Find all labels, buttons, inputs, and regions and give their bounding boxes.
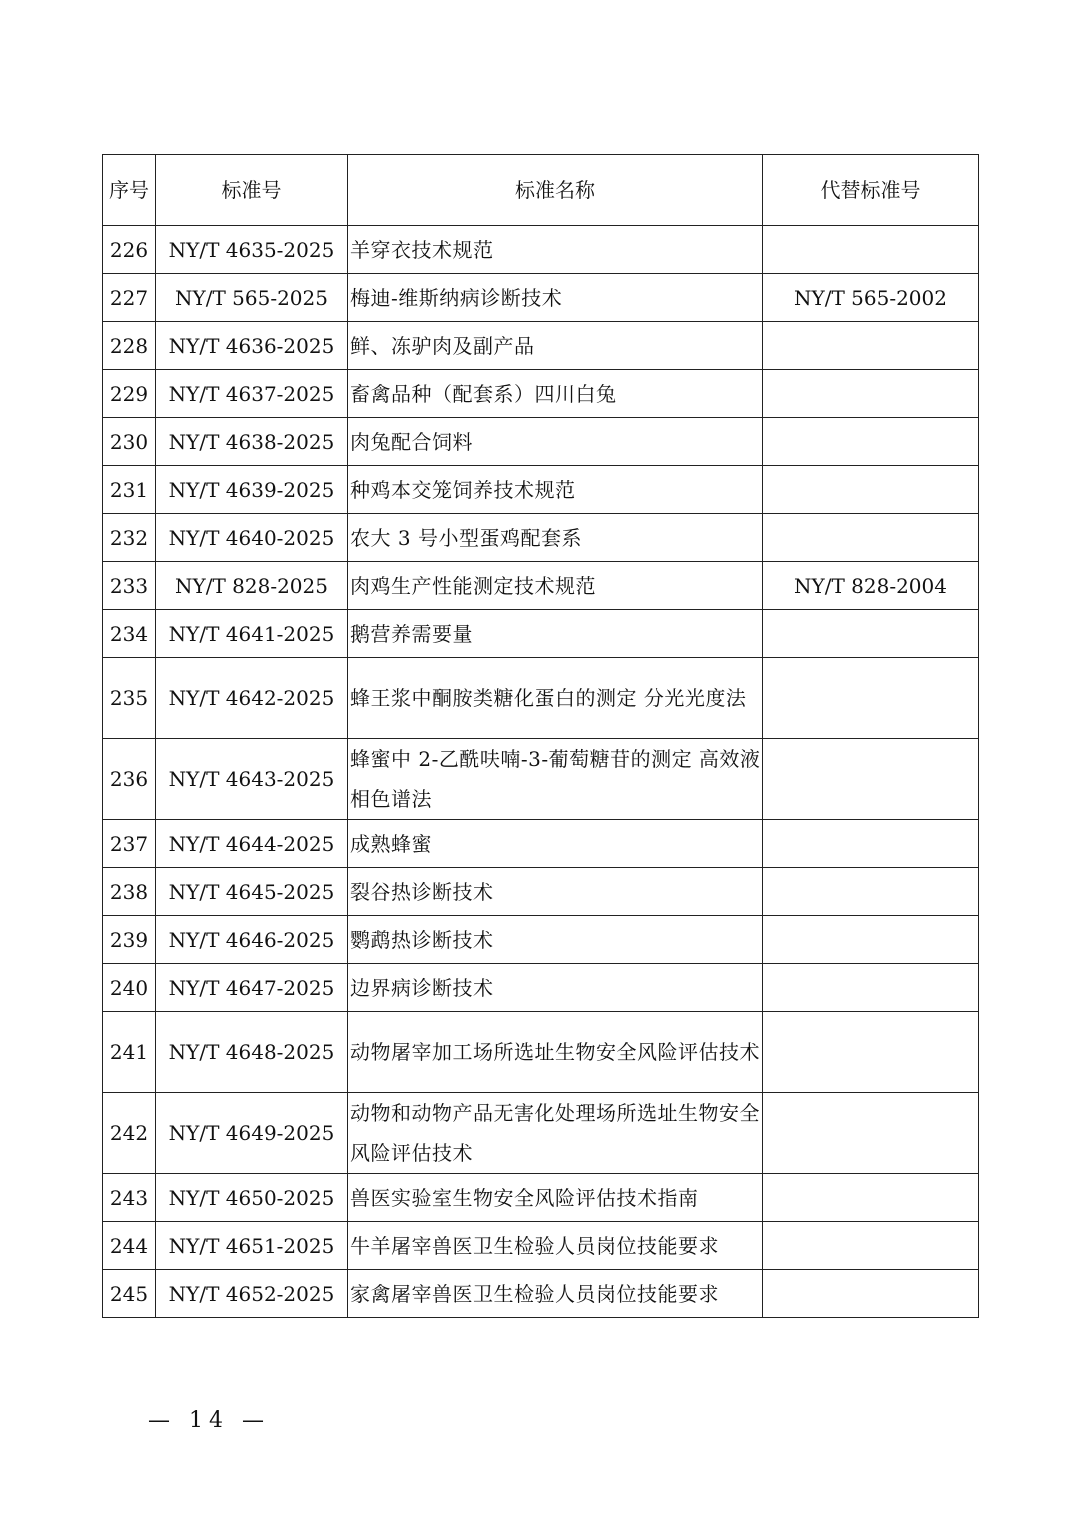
cell-code: NY/T 4652-2025 bbox=[156, 1270, 348, 1318]
header-replace: 代替标准号 bbox=[763, 155, 979, 226]
cell-replace bbox=[763, 964, 979, 1012]
cell-name: 家禽屠宰兽医卫生检验人员岗位技能要求 bbox=[348, 1270, 763, 1318]
cell-replace bbox=[763, 610, 979, 658]
cell-no: 241 bbox=[103, 1012, 156, 1093]
cell-no: 234 bbox=[103, 610, 156, 658]
table-row bbox=[103, 658, 979, 739]
cell-name: 蜂蜜中 2-乙酰呋喃-3-葡萄糖苷的测定 高效液相色谱法 bbox=[348, 739, 763, 820]
cell-name: 种鸡本交笼饲养技术规范 bbox=[348, 466, 763, 514]
cell-replace bbox=[763, 916, 979, 964]
table-row bbox=[103, 466, 979, 514]
table-row bbox=[103, 739, 979, 820]
table-row bbox=[103, 1270, 979, 1318]
table-row bbox=[103, 274, 979, 322]
cell-name: 肉兔配合饲料 bbox=[348, 418, 763, 466]
header-code: 标准号 bbox=[156, 155, 348, 226]
cell-name: 畜禽品种（配套系）四川白兔 bbox=[348, 370, 763, 418]
cell-name: 边界病诊断技术 bbox=[348, 964, 763, 1012]
cell-replace bbox=[763, 1270, 979, 1318]
table-row bbox=[103, 1174, 979, 1222]
cell-no: 238 bbox=[103, 868, 156, 916]
cell-code: NY/T 4649-2025 bbox=[156, 1093, 348, 1174]
cell-replace bbox=[763, 1012, 979, 1093]
cell-no: 232 bbox=[103, 514, 156, 562]
cell-code: NY/T 4639-2025 bbox=[156, 466, 348, 514]
cell-no: 242 bbox=[103, 1093, 156, 1174]
table-row bbox=[103, 322, 979, 370]
cell-no: 243 bbox=[103, 1174, 156, 1222]
cell-no: 226 bbox=[103, 226, 156, 274]
cell-name: 鹦鹉热诊断技术 bbox=[348, 916, 763, 964]
table-row bbox=[103, 964, 979, 1012]
cell-name: 鲜、冻驴肉及副产品 bbox=[348, 322, 763, 370]
cell-replace bbox=[763, 418, 979, 466]
cell-code: NY/T 4642-2025 bbox=[156, 658, 348, 739]
cell-name: 农大 3 号小型蛋鸡配套系 bbox=[348, 514, 763, 562]
table-row bbox=[103, 562, 979, 610]
table-row bbox=[103, 610, 979, 658]
cell-name: 动物和动物产品无害化处理场所选址生物安全风险评估技术 bbox=[348, 1093, 763, 1174]
table-row bbox=[103, 1012, 979, 1093]
table-row bbox=[103, 916, 979, 964]
cell-name: 兽医实验室生物安全风险评估技术指南 bbox=[348, 1174, 763, 1222]
cell-name: 裂谷热诊断技术 bbox=[348, 868, 763, 916]
cell-code: NY/T 4643-2025 bbox=[156, 739, 348, 820]
cell-code: NY/T 4651-2025 bbox=[156, 1222, 348, 1270]
cell-no: 237 bbox=[103, 820, 156, 868]
cell-code: NY/T 4648-2025 bbox=[156, 1012, 348, 1093]
cell-replace bbox=[763, 1093, 979, 1174]
cell-no: 230 bbox=[103, 418, 156, 466]
cell-replace: NY/T 565-2002 bbox=[763, 274, 979, 322]
cell-replace bbox=[763, 370, 979, 418]
table-row bbox=[103, 514, 979, 562]
cell-replace bbox=[763, 739, 979, 820]
table-row bbox=[103, 1222, 979, 1270]
cell-replace bbox=[763, 1222, 979, 1270]
cell-code: NY/T 565-2025 bbox=[156, 274, 348, 322]
cell-code: NY/T 4644-2025 bbox=[156, 820, 348, 868]
cell-replace: NY/T 828-2004 bbox=[763, 562, 979, 610]
cell-no: 228 bbox=[103, 322, 156, 370]
cell-no: 229 bbox=[103, 370, 156, 418]
cell-code: NY/T 4638-2025 bbox=[156, 418, 348, 466]
cell-code: NY/T 828-2025 bbox=[156, 562, 348, 610]
cell-no: 236 bbox=[103, 739, 156, 820]
cell-code: NY/T 4636-2025 bbox=[156, 322, 348, 370]
cell-replace bbox=[763, 466, 979, 514]
cell-replace bbox=[763, 1174, 979, 1222]
header-no: 序号 bbox=[103, 155, 156, 226]
table-row bbox=[103, 1093, 979, 1174]
cell-replace bbox=[763, 322, 979, 370]
cell-no: 233 bbox=[103, 562, 156, 610]
table-row bbox=[103, 820, 979, 868]
cell-replace bbox=[763, 820, 979, 868]
standards-table bbox=[102, 154, 979, 1318]
page-number: — 14 — bbox=[148, 1408, 270, 1433]
cell-no: 245 bbox=[103, 1270, 156, 1318]
header-name: 标准名称 bbox=[348, 155, 763, 226]
cell-name: 肉鸡生产性能测定技术规范 bbox=[348, 562, 763, 610]
cell-no: 240 bbox=[103, 964, 156, 1012]
cell-replace bbox=[763, 658, 979, 739]
cell-no: 227 bbox=[103, 274, 156, 322]
table-row bbox=[103, 418, 979, 466]
cell-name: 蜂王浆中酮胺类糖化蛋白的测定 分光光度法 bbox=[348, 658, 763, 739]
cell-replace bbox=[763, 514, 979, 562]
cell-replace bbox=[763, 868, 979, 916]
cell-code: NY/T 4640-2025 bbox=[156, 514, 348, 562]
cell-no: 239 bbox=[103, 916, 156, 964]
cell-name: 鹅营养需要量 bbox=[348, 610, 763, 658]
cell-no: 235 bbox=[103, 658, 156, 739]
cell-code: NY/T 4635-2025 bbox=[156, 226, 348, 274]
cell-name: 羊穿衣技术规范 bbox=[348, 226, 763, 274]
table-row bbox=[103, 370, 979, 418]
cell-code: NY/T 4650-2025 bbox=[156, 1174, 348, 1222]
cell-code: NY/T 4637-2025 bbox=[156, 370, 348, 418]
cell-name: 梅迪-维斯纳病诊断技术 bbox=[348, 274, 763, 322]
table-header-row bbox=[103, 155, 979, 226]
cell-code: NY/T 4647-2025 bbox=[156, 964, 348, 1012]
cell-code: NY/T 4641-2025 bbox=[156, 610, 348, 658]
cell-replace bbox=[763, 226, 979, 274]
cell-name: 动物屠宰加工场所选址生物安全风险评估技术 bbox=[348, 1012, 763, 1093]
cell-no: 244 bbox=[103, 1222, 156, 1270]
cell-name: 牛羊屠宰兽医卫生检验人员岗位技能要求 bbox=[348, 1222, 763, 1270]
table-row bbox=[103, 226, 979, 274]
table-row bbox=[103, 868, 979, 916]
cell-code: NY/T 4646-2025 bbox=[156, 916, 348, 964]
cell-no: 231 bbox=[103, 466, 156, 514]
cell-code: NY/T 4645-2025 bbox=[156, 868, 348, 916]
cell-name: 成熟蜂蜜 bbox=[348, 820, 763, 868]
